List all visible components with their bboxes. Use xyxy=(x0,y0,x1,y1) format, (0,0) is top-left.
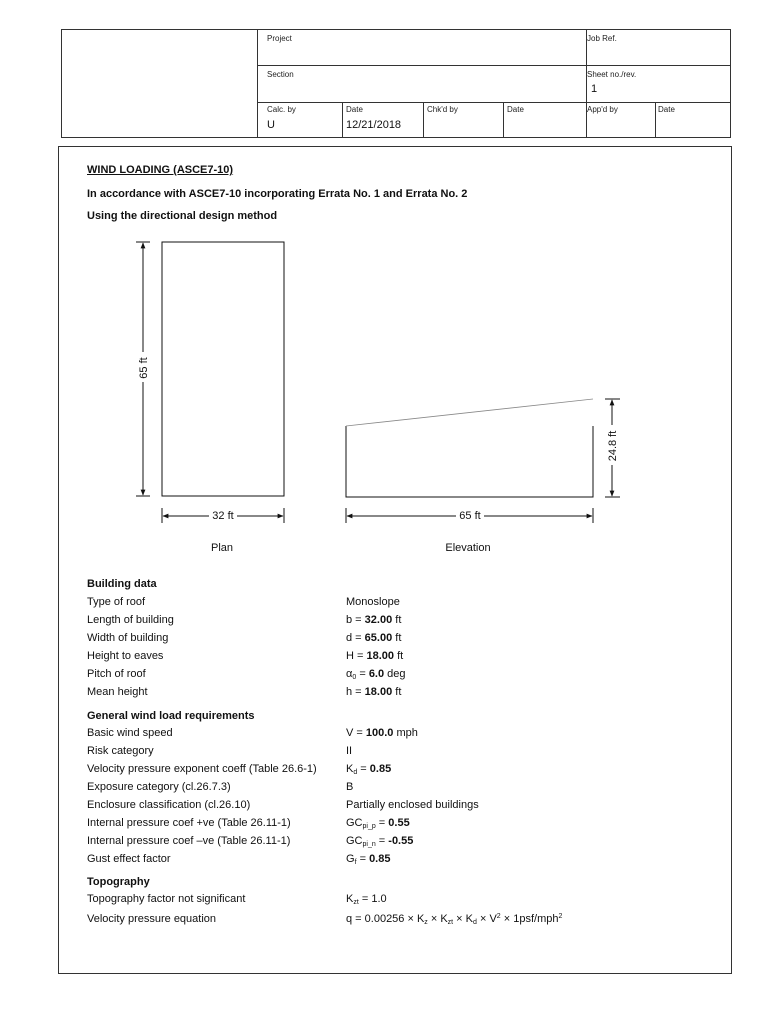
building-row-label: Type of roof xyxy=(87,596,146,608)
date-label: Date xyxy=(346,105,363,114)
date-value: 12/21/2018 xyxy=(346,119,402,131)
date2-label: Date xyxy=(507,105,524,114)
general-row-value: $GC_{pi\_p} = 0.55$ xyxy=(346,817,410,830)
topography-heading: Topography xyxy=(87,876,150,888)
date3-label: Date xyxy=(658,105,675,114)
section-label: Section xyxy=(267,70,294,79)
general-row-label: Internal pressure coef –ve (Table 26.11-1) xyxy=(87,835,291,847)
calcby-value: U xyxy=(267,119,275,131)
velocity-eq-value: $q = 0.00256 \times K_z \times K_{zt} \times K_d \times V^2 \times 1psf/mph^2$ xyxy=(346,913,563,926)
building-row-value: Monoslope xyxy=(346,596,400,608)
general-row-label: Exposure category (cl.26.7.3) xyxy=(87,781,231,793)
plan-width-dim: 32 ft xyxy=(212,510,234,522)
building-row-value: d = 65.00 ft xyxy=(346,632,402,644)
general-row-label: Risk category xyxy=(87,745,154,757)
appd-label: App'd by xyxy=(587,105,618,114)
velocity-eq-label: Velocity pressure equation xyxy=(87,913,217,925)
building-row-label: Height to eaves xyxy=(87,650,164,662)
doc-title: WIND LOADING (ASCE7-10) xyxy=(87,164,234,176)
building-row-label: Length of building xyxy=(87,614,174,626)
building-row-label: Width of building xyxy=(87,632,169,644)
topography-row-label: Topography factor not significant xyxy=(87,893,246,905)
general-row-value: B xyxy=(346,781,354,793)
building-row-label: Mean height xyxy=(87,686,148,698)
sheet-label: Sheet no./rev. xyxy=(587,70,637,79)
building-row-value: h = 18.00 ft xyxy=(346,686,402,698)
doc-subtitle-2: Using the directional design method xyxy=(87,210,278,222)
sheet-value: 1 xyxy=(591,83,598,95)
plan-height-dim: 65 ft xyxy=(138,357,150,379)
elev-height-dim: 24.8 ft xyxy=(607,430,619,462)
general-row-label: Velocity pressure exponent coeff (Table 26.6-1) xyxy=(87,763,317,775)
plan-outline xyxy=(162,242,284,496)
general-row-value: II xyxy=(346,745,353,757)
general-row-label: Enclosure classification (cl.26.10) xyxy=(87,799,251,811)
general-row-label: Gust effect factor xyxy=(87,853,171,865)
general-row-value: $G_f = 0.85$ xyxy=(346,853,391,866)
general-row-label: Basic wind speed xyxy=(87,727,173,739)
calcby-label: Calc. by xyxy=(267,105,296,114)
elev-caption: Elevation xyxy=(445,542,491,554)
elevation-outline xyxy=(346,426,593,497)
plan-caption: Plan xyxy=(210,542,234,554)
building-row-value: b = 32.00 ft xyxy=(346,614,402,626)
chkd-label: Chk'd by xyxy=(427,105,458,114)
general-row-value: Partially enclosed buildings xyxy=(346,799,479,811)
doc-subtitle-1: In accordance with ASCE7-10 incorporating Errata No. 1 and Errata No. 2 xyxy=(87,188,468,200)
general-row-value: $K_d = 0.85$ xyxy=(346,763,392,776)
project-label: Project xyxy=(267,34,292,43)
general-heading: General wind load requirements xyxy=(87,710,255,722)
building-row-value: $\alpha_0 = 6.0$ deg xyxy=(346,668,406,681)
general-row-label: Internal pressure coef +ve (Table 26.11-1) xyxy=(87,817,291,829)
roof-line xyxy=(346,399,593,426)
building-row-label: Pitch of roof xyxy=(87,668,146,680)
general-row-value: $GC_{pi\_n} = -0.55$ xyxy=(346,835,414,848)
jobref-label: Job Ref. xyxy=(587,34,617,43)
topography-row-value: $K_{zt} = 1.0$ xyxy=(346,893,387,906)
building-row-value: H = 18.00 ft xyxy=(346,650,404,662)
general-row-value: V = 100.0 mph xyxy=(346,727,418,739)
elev-width-dim: 65 ft xyxy=(459,510,481,522)
building-heading: Building data xyxy=(87,578,157,590)
